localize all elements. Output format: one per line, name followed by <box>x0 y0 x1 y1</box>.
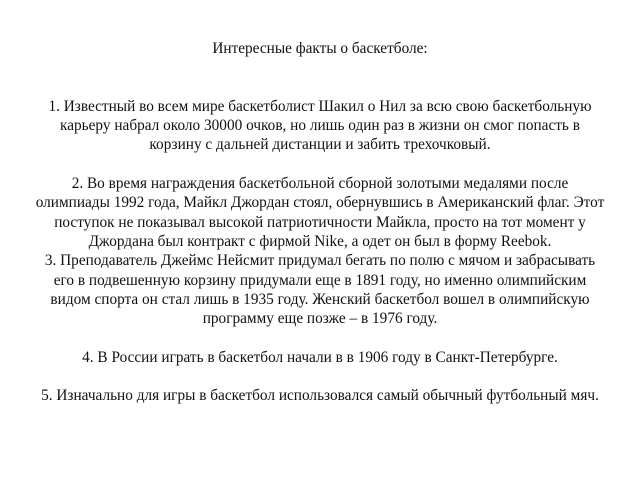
spacer <box>35 78 605 97</box>
document-title: Интересные факты о баскетболе: <box>212 40 428 57</box>
fact-1: 1. Известный во всем мире баскетболист Шакил о Нил за всю свою баскетбольную карьеру набрал около 30000 очков, но лишь один раз в жизни он смог попасть в корзину с дальней дистанции и забить трехочковый. <box>48 97 592 154</box>
spacer <box>35 328 605 347</box>
spacer <box>35 367 605 386</box>
fact-3: 3. Преподаватель Джеймс Нейсмит придумал бегать по полю с мячом и забрасывать его в подвешенную корзину придумали еще в 1891 году, но именно олимпийским видом спорта он стал лишь в 1935 году. Женский баскетбол вошел в олимпийскую программу еще позже – в 1976 году. <box>44 252 596 328</box>
fact-2: 2. Во время награждения баскетбольной сборной золотыми медалями после олимпиады 1992 года, Майкл Джордан стоял, обернувшись в Американский флаг. Этот поступок не показывал высокой патриотичности Майкла, просто на тот момент у Джордана был контракт с фирмой Nike, а одет он был в форму Reebok. <box>35 175 605 250</box>
spacer <box>35 58 605 77</box>
spacer <box>35 155 605 174</box>
fact-5: 5. Изначально для игры в баскетбол использовался самый обычный футбольный мяч. <box>41 387 599 405</box>
text-block <box>35 39 605 406</box>
fact-4: 4. В России играть в баскетбол начали в в 1906 году в Санкт-Петербурге. <box>82 348 558 366</box>
